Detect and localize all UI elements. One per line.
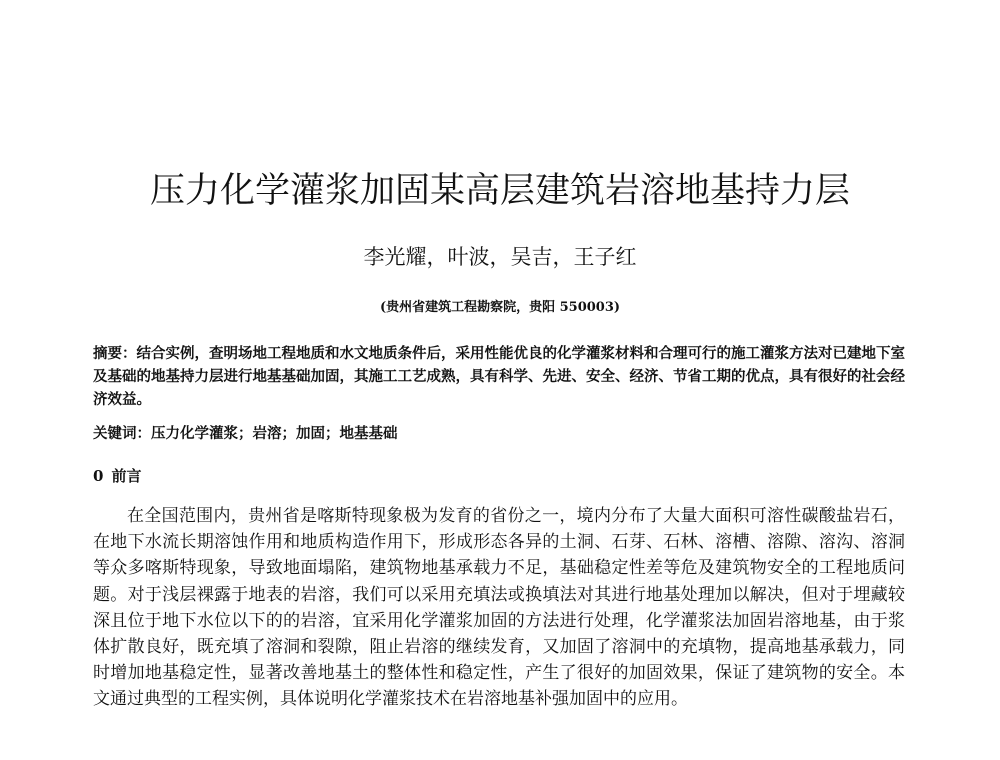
abstract-text: 结合实例，查明场地工程地质和水文地质条件后，采用性能优良的化学灌浆材料和合理可行的施工灌浆方法对已建地下室及基础的地基持力层进行地基基础加固，其施工工艺成熟，具有科学、先进、安全、经济、节省工期的优点，具有很好的社会经济效益。 [93,345,905,408]
body-paragraph: 在全国范围内，贵州省是喀斯特现象极为发育的省份之一，境内分布了大量大面积可溶性碳酸盐岩石，在地下水流长期溶蚀作用和地质构造作用下，形成形态各异的土洞、石芽、石林、溶槽、溶隙、溶沟、溶洞等众多喀斯特现象，导致地面塌陷，建筑物地基承载力不足，基础稳定性差等危及建筑物安全的工程地质问题。对于浅层裸露于地表的岩溶，我们可以采用充填法或换填法对其进行地基处理加以解决，但对于埋藏较深且位于地下水位以下的的岩溶，宜采用化学灌浆加固的方法进行处理，化学灌浆法加固岩溶地基，由于浆体扩散良好，既充填了溶洞和裂隙，阻止岩溶的继续发育，又加固了溶洞中的充填物，提高地基承载力，同时增加地基稳定性，显著改善地基土的整体性和稳定性，产生了很好的加固效果，保证了建筑物的安全。本文通过典型的工程实例，具体说明化学灌浆技术在岩溶地基补强加固中的应用。 [93,506,905,710]
keywords-label: 关键词： [93,425,151,442]
section-heading [93,465,141,487]
section-number: 0 [93,467,104,485]
keywords [93,423,905,445]
paper-title: 压力化学灌浆加固某高层建筑岩溶地基持力层 [149,171,850,211]
author-affiliation: (贵州省建筑工程勘察院，贵阳 550003) [379,300,621,315]
keywords-text: 压力化学灌浆；岩溶；加固；地基基础 [151,425,398,442]
abstract-label: 摘要： [93,345,137,362]
abstract [93,342,905,411]
author-list: 李光耀，叶波，吴吉，王子红 [363,245,637,269]
section-title: 前言 [111,467,142,485]
